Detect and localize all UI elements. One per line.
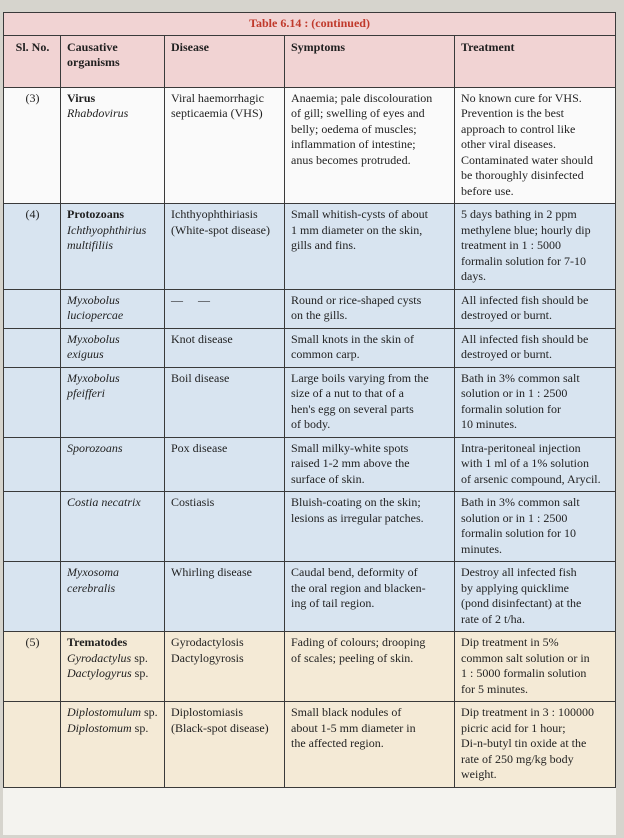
row-disease: Gyrodactylosis Dactylogyrosis [165, 632, 285, 702]
organism-name: Ichthyophthirius multifiliis [67, 222, 147, 252]
row-treatment: All infected fish should be destroyed or burnt. [455, 289, 616, 328]
row-symptoms: Round or rice-shaped cysts on the gills. [285, 289, 455, 328]
row-organism [61, 328, 165, 367]
row-organism [61, 289, 165, 328]
table-row [4, 87, 616, 204]
header-organism: Causative organisms [61, 35, 165, 87]
table-row [4, 492, 616, 562]
organism-name: Rhabdovirus [67, 106, 129, 120]
organism-name: Dactylogyrus sp. [67, 666, 149, 680]
organism-name: Myxobolus exiguus [67, 331, 120, 361]
row-disease: Whirling disease [165, 562, 285, 632]
row-organism [61, 204, 165, 290]
organism-name: Myxobolus pfeifferi [67, 370, 120, 400]
row-organism [61, 632, 165, 702]
header-disease: Disease [165, 35, 285, 87]
header-treatment: Treatment [455, 35, 616, 87]
row-disease: Viral haemorrhagic septicaemia (VHS) [165, 87, 285, 204]
table-caption: Table 6.14 : (continued) [4, 13, 616, 36]
row-sl-no [4, 289, 61, 328]
row-disease: Boil disease [165, 367, 285, 437]
row-disease: Pox disease [165, 437, 285, 492]
row-organism [61, 437, 165, 492]
row-organism [61, 492, 165, 562]
row-disease: — — [165, 289, 285, 328]
row-symptoms: Anaemia; pale discolouration of gill; swelling of eyes and belly; oedema of muscles; inflammation of intestine; anus becomes protruded. [285, 87, 455, 204]
row-treatment: No known cure for VHS. Prevention is the best approach to control like other viral diseases. Contaminated water should be thoroughly disinfected before use. [455, 87, 616, 204]
organism-group: Virus [67, 90, 96, 105]
row-organism [61, 367, 165, 437]
table-row [4, 632, 616, 702]
row-treatment: All infected fish should be destroyed or burnt. [455, 328, 616, 367]
table-row [4, 328, 616, 367]
table-row [4, 204, 616, 290]
row-disease: Ichthyophthiriasis (White-spot disease) [165, 204, 285, 290]
organism-group: Protozoans [67, 207, 125, 221]
row-sl-no [4, 328, 61, 367]
organism-name: Gyrodactylus sp. [67, 650, 148, 665]
row-disease: Costiasis [165, 492, 285, 562]
table-row [4, 289, 616, 328]
row-sl-no [4, 367, 61, 437]
organism-name: Myxobolus luciopercae [67, 292, 124, 322]
row-organism [61, 562, 165, 632]
row-treatment: Dip treatment in 5% common salt solution or in 1 : 5000 formalin solution for 5 minutes. [455, 632, 616, 702]
row-sl-no: (5) [4, 632, 61, 702]
table-row [4, 437, 616, 492]
row-symptoms: Small milky-white spots raised 1-2 mm above the surface of skin. [285, 437, 455, 492]
row-symptoms: Small black nodules of about 1-5 mm diameter in the affected region. [285, 702, 455, 788]
organism-name: Myxosoma cerebralis [67, 565, 119, 595]
row-sl-no [4, 492, 61, 562]
organism-name: Diplostomulum sp. [67, 705, 158, 719]
row-sl-no: (3) [4, 87, 61, 204]
organism-name: Sporozoans [67, 440, 123, 455]
header-sl-no: Sl. No. [4, 35, 61, 87]
document-page [3, 12, 616, 835]
row-treatment: 5 days bathing in 2 ppm methylene blue; hourly dip treatment in 1 : 5000 formalin solution for 7-10 days. [455, 204, 616, 290]
row-sl-no: (4) [4, 204, 61, 290]
row-sl-no [4, 702, 61, 788]
fish-disease-table [3, 12, 616, 788]
row-symptoms: Large boils varying from the size of a nut to that of a hen's egg on several parts of body. [285, 367, 455, 437]
row-disease: Knot disease [165, 328, 285, 367]
row-sl-no [4, 562, 61, 632]
row-organism [61, 702, 165, 788]
header-row [4, 35, 616, 87]
row-symptoms: Small knots in the skin of common carp. [285, 328, 455, 367]
table-row [4, 367, 616, 437]
row-treatment: Bath in 3% common salt solution or in 1 : 2500 formalin solution for 10 minutes. [455, 367, 616, 437]
header-symptoms: Symptoms [285, 35, 455, 87]
row-symptoms: Small whitish-cysts of about 1 mm diameter on the skin, gills and fins. [285, 204, 455, 290]
row-symptoms: Bluish-coating on the skin; lesions as irregular patches. [285, 492, 455, 562]
table-row [4, 562, 616, 632]
row-treatment: Bath in 3% common salt solution or in 1 : 2500 formalin solution for 10 minutes. [455, 492, 616, 562]
row-organism [61, 87, 165, 204]
row-symptoms: Caudal bend, deformity of the oral region and blacken- ing of tail region. [285, 562, 455, 632]
row-treatment: Intra-peritoneal injection with 1 ml of a 1% solution of arsenic compound, Arycil. [455, 437, 616, 492]
row-treatment: Destroy all infected fish by applying quicklime (pond disinfectant) at the rate of 2 t/ha. [455, 562, 616, 632]
organism-name: Diplostomum sp. [67, 720, 149, 735]
table-row [4, 702, 616, 788]
organism-group: Trematodes [67, 635, 128, 649]
row-symptoms: Fading of colours; drooping of scales; peeling of skin. [285, 632, 455, 702]
row-treatment: Dip treatment in 3 : 100000 picric acid for 1 hour; Di-n-butyl tin oxide at the rate of 250 mg/kg body weight. [455, 702, 616, 788]
row-disease: Diplostomiasis (Black-spot disease) [165, 702, 285, 788]
organism-name: Costia necatrix [67, 495, 141, 509]
row-sl-no [4, 437, 61, 492]
